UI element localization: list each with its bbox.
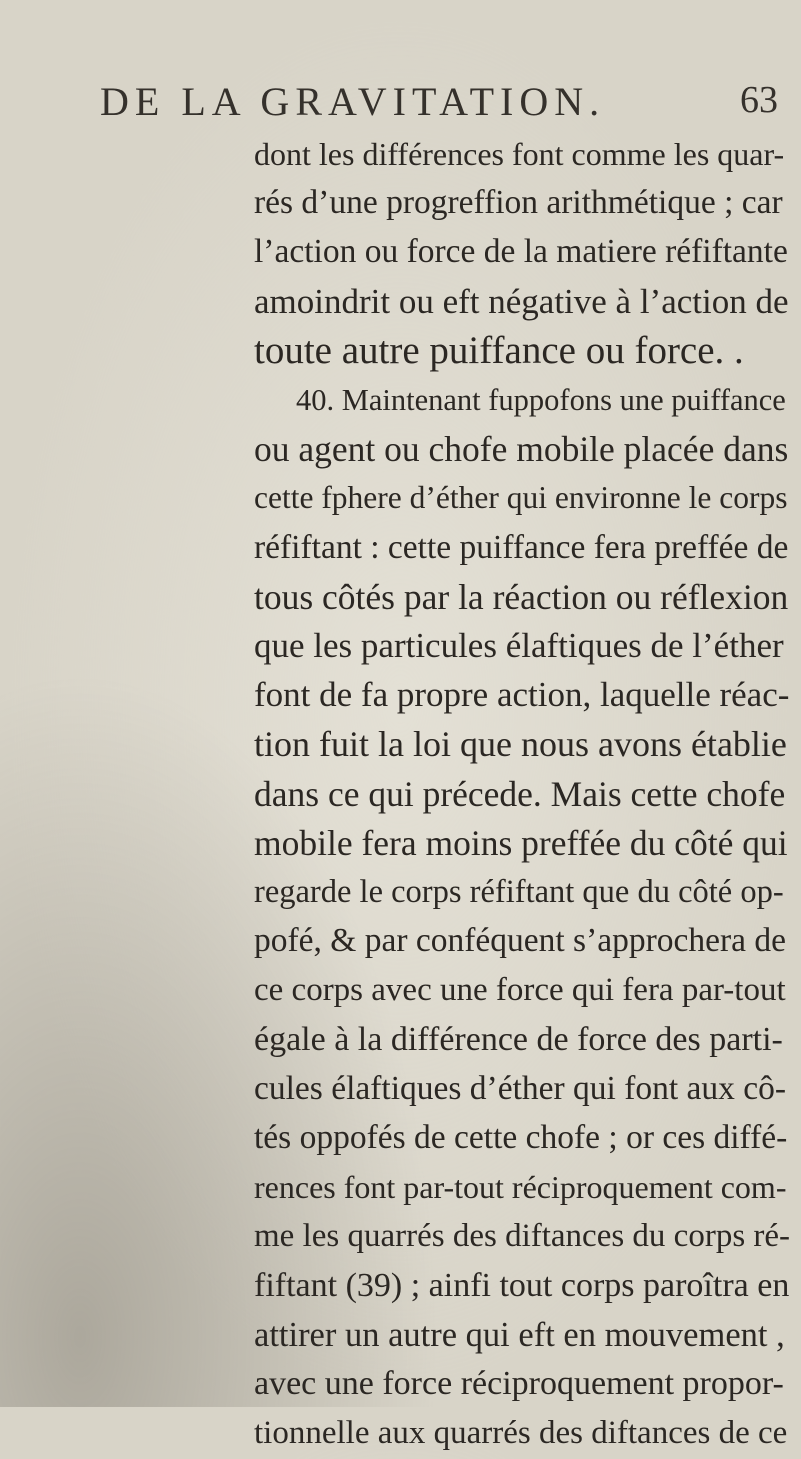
text-line: tés oppofés de cette chofe ; or ces diffé- (254, 1119, 788, 1156)
text-line: ou agent ou chofe mobile placée dans (254, 429, 789, 469)
text-line: me les quarrés des diftances du corps ré- (254, 1218, 791, 1254)
text-line: tous côtés par la réaction ou réflexion (254, 577, 789, 617)
text-line: rences font par-tout réciproquement com- (254, 1169, 787, 1205)
text-line: que les particules élaftiques de l’éther (254, 626, 784, 665)
text-line: rés d’une progreffion arithmétique ; car (254, 184, 783, 221)
text-line: amoindrit ou eft négative à l’action de (254, 282, 789, 321)
text-line: fiftant (39) ; ainfi tout corps paroîtra en (254, 1267, 790, 1304)
page-number: 63 (740, 79, 778, 121)
text-line: dont les différences font comme les quar- (254, 136, 785, 172)
text-line: tion fuit la loi que nous avons établie (254, 724, 787, 764)
text-line: réfiftant : cette puiffance fera preffée de (254, 529, 789, 566)
text-line: avec une force réciproquement propor- (254, 1365, 784, 1402)
running-head-title: DE LA GRAVITATION. (100, 79, 606, 124)
text-line: tionnelle aux quarrés des diftances de ce (254, 1415, 788, 1451)
text-line: ce corps avec une force qui fera par-tout (254, 972, 786, 1008)
text-line: toute autre puiffance ou force. . (254, 329, 744, 372)
text-line: dans ce qui précede. Mais cette chofe (254, 774, 786, 814)
text-line: attirer un autre qui eft en mouvement , (254, 1316, 785, 1354)
text-line: font de fa propre action, laquelle réac- (254, 675, 790, 714)
text-line: 40. Maintenant fuppofons une puiffance (296, 383, 786, 417)
text-line: pofé, & par conféquent s’approchera de (254, 922, 787, 959)
text-line: égale à la différence de force des parti- (254, 1021, 783, 1058)
text-line: regarde le corps réfiftant que du côté op- (254, 874, 784, 910)
text-line: mobile fera moins preffée du côté qui (254, 823, 788, 863)
text-line: cette fphere d’éther qui environne le corps (254, 480, 788, 515)
text-line: cules élaftiques d’éther qui font aux cô- (254, 1070, 787, 1107)
running-head (100, 78, 790, 128)
text-line: l’action ou force de la matiere réfiftante (254, 233, 788, 270)
